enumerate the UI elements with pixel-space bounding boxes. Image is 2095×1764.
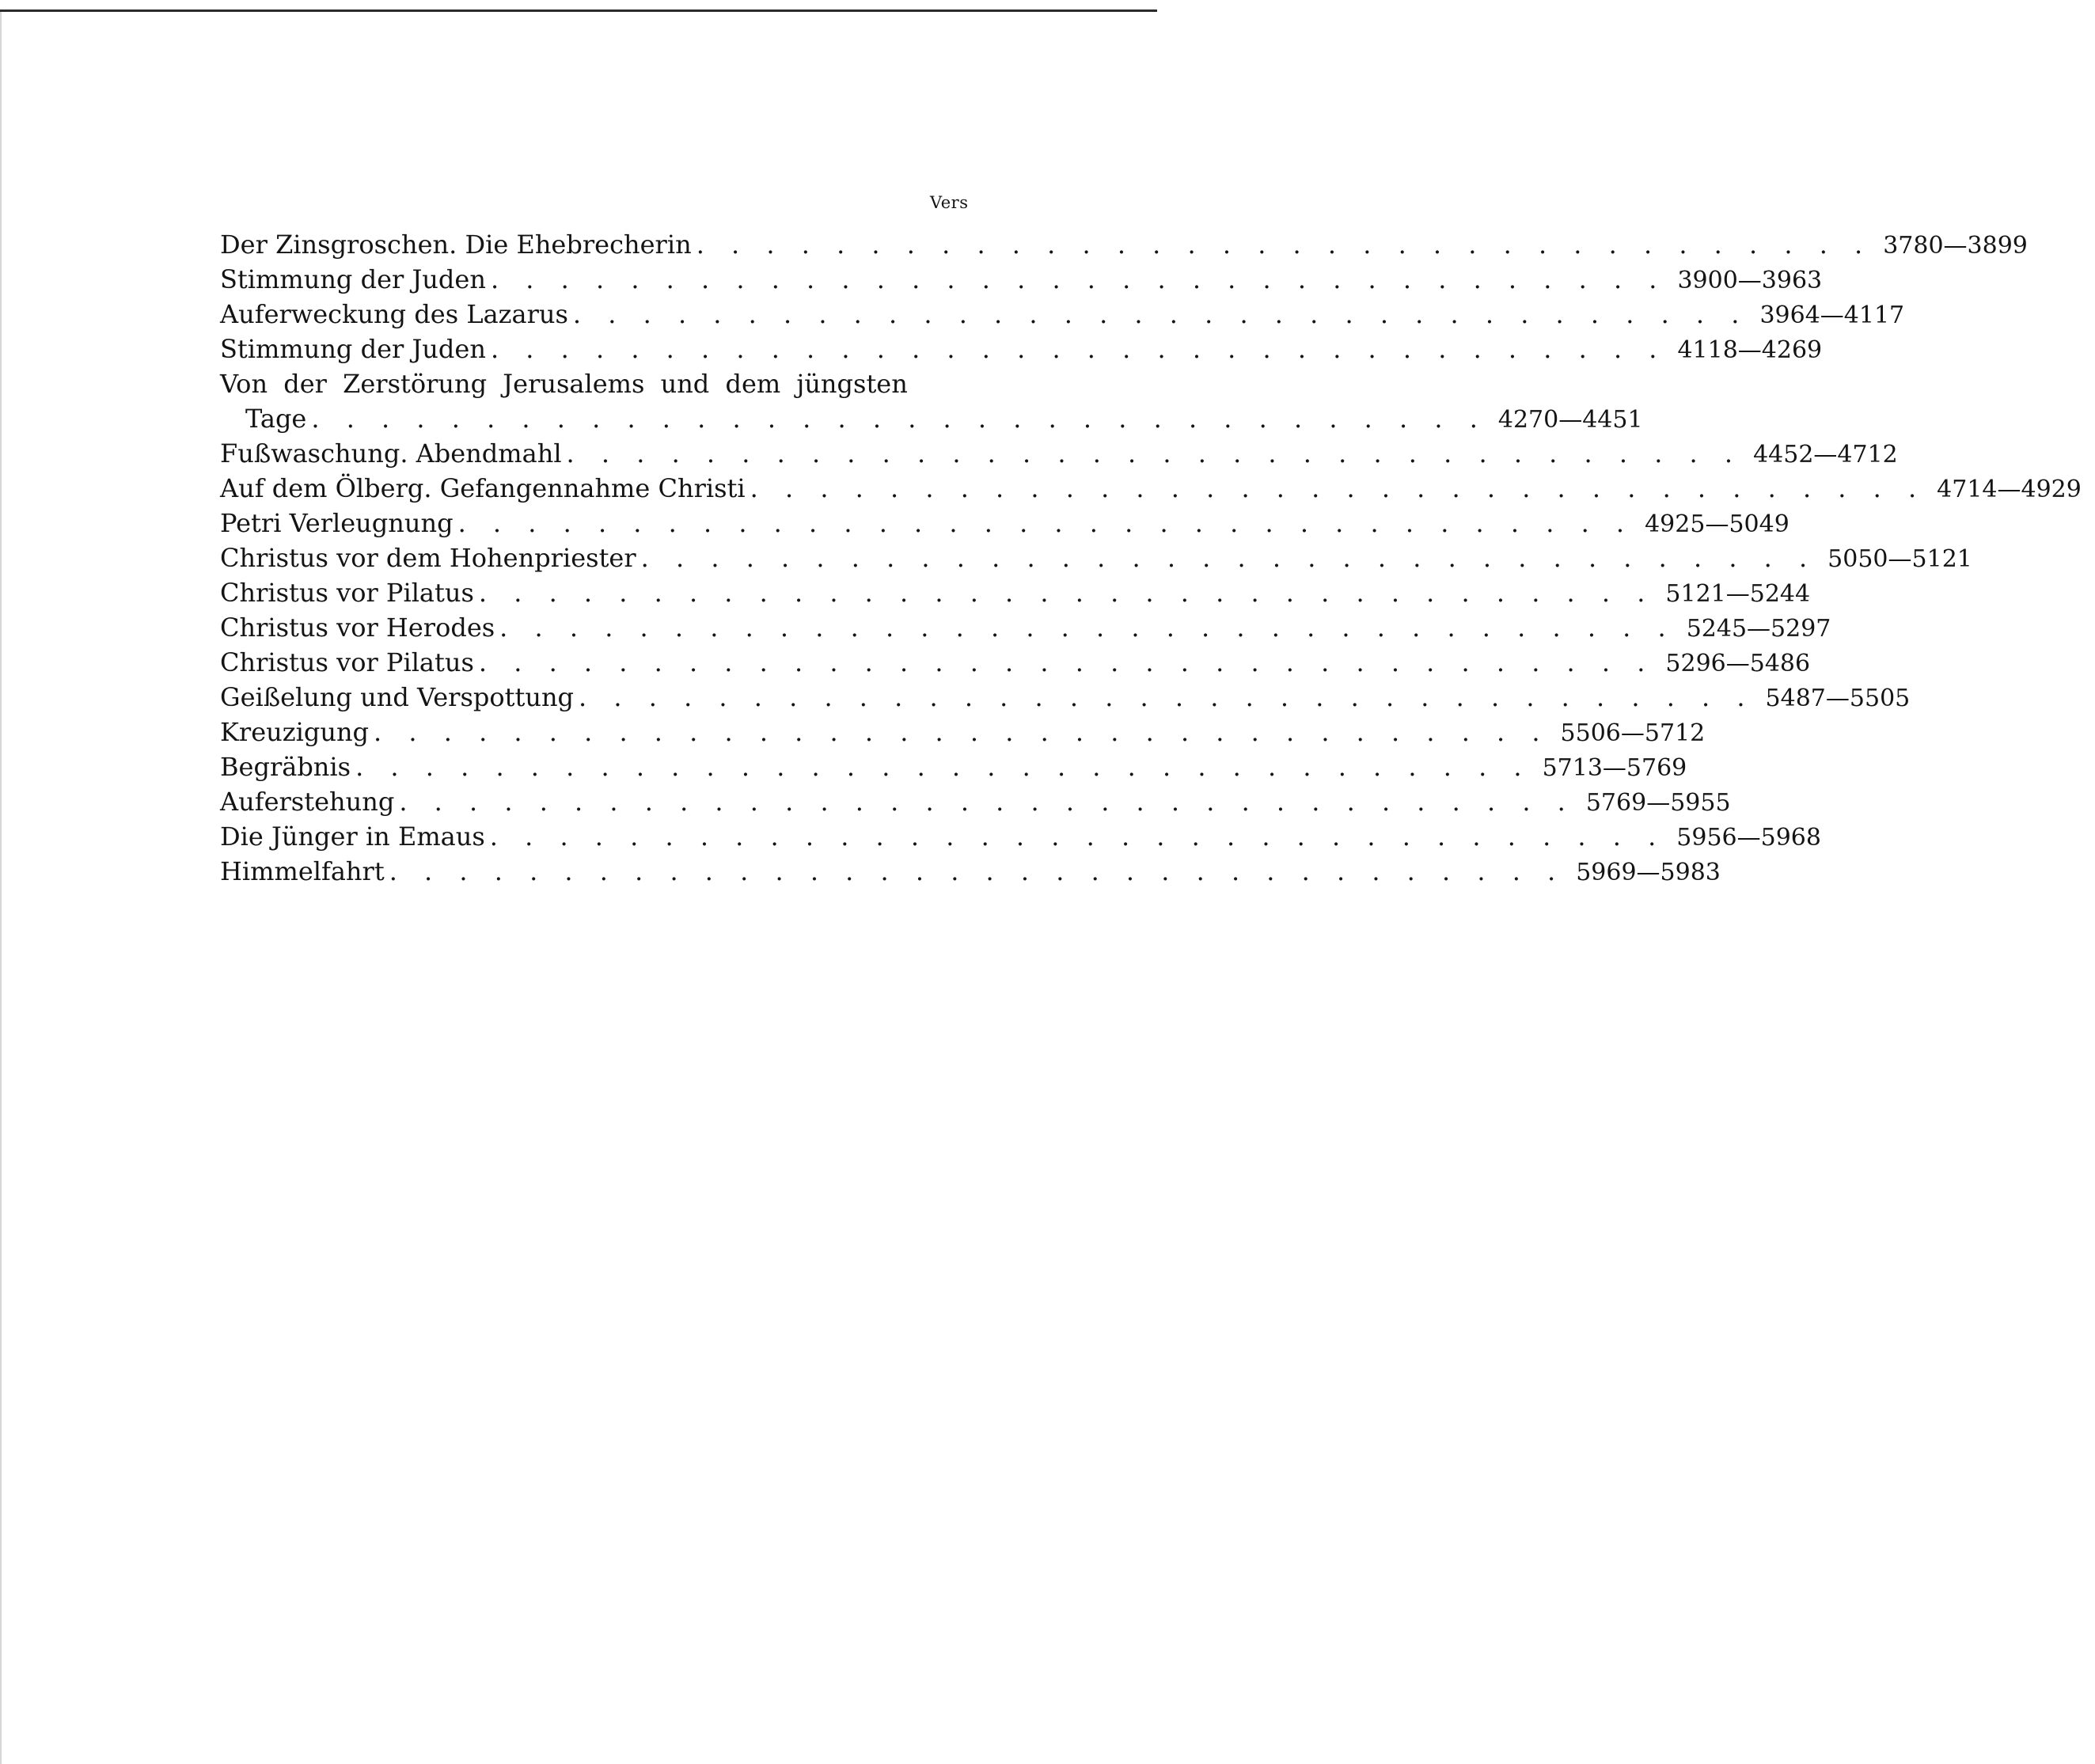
toc-entry xyxy=(220,506,1789,541)
toc-entry-title: Stimmung der Juden xyxy=(220,334,486,364)
toc-entry xyxy=(220,227,2028,262)
toc-entry xyxy=(220,541,1972,575)
toc-entry-title: Begräbnis xyxy=(220,752,351,782)
toc-entry-verse-range: 5506—5712 xyxy=(1560,719,1706,747)
dot-leader: . . . . . . . . . . . . . . . . . . . . . . . . . . . . . . . . . . xyxy=(579,682,1755,712)
toc-entry-title: Fußwaschung. Abendmahl xyxy=(220,438,562,469)
toc-entry-title: Die Jünger in Emaus xyxy=(220,821,485,852)
dot-leader: . . . . . . . . . . . . . . . . . . . . . . . . . . . . . . . . . . xyxy=(311,404,1487,434)
dot-leader: . . . . . . . . . . . . . . . . . . . . . . . . . . . . . . . . . . xyxy=(399,787,1575,817)
toc-entry-verse-range: 5969—5983 xyxy=(1576,859,1721,886)
column-header-vers: Vers xyxy=(930,193,969,212)
toc-entry xyxy=(220,784,1731,819)
toc-entry-verse-range: 5487—5505 xyxy=(1765,685,1911,712)
toc-entry xyxy=(220,471,2082,506)
toc-entry xyxy=(220,680,1911,715)
toc-entry xyxy=(220,819,1821,854)
dot-leader: . . . . . . . . . . . . . . . . . . . . . . . . . . . . . . . . . . xyxy=(572,299,1749,329)
dot-leader: . . . . . . . . . . . . . . . . . . . . . . . . . . . . . . . . . . xyxy=(374,717,1550,747)
dot-leader: . . . . . . . . . . . . . . . . . . . . . . . . . . . . . . . . . . xyxy=(478,647,1655,677)
toc-entry-verse-range: 4714—4929 xyxy=(1937,476,2082,503)
toc-entry-title: Auferstehung xyxy=(220,787,395,817)
toc-entry-title: Christus vor Herodes xyxy=(220,613,495,643)
toc-entry-title: Stimmung der Juden xyxy=(220,264,486,294)
toc-entry-title: Auf dem Ölberg. Gefangennahme Christi xyxy=(220,473,746,503)
toc-entry xyxy=(220,610,1831,645)
toc-entry-verse-range: 3780—3899 xyxy=(1883,232,2028,260)
toc-entry-title: Auferweckung des Lazarus xyxy=(220,299,568,329)
dot-leader: . . . . . . . . . . . . . . . . . . . . . . . . . . . . . . . . . . xyxy=(489,821,1666,852)
dot-leader: . . . . . . . . . . . . . . . . . . . . . . . . . . . . . . . . . . xyxy=(490,334,1667,364)
toc-entry xyxy=(220,297,1905,332)
toc-entry-title: Geißelung und Verspottung xyxy=(220,682,575,712)
dot-leader: . . . . . . . . . . . . . . . . . . . . . . . . . . . . . . . . . . xyxy=(490,264,1667,294)
toc-entry-verse-range: 3900—3963 xyxy=(1677,267,1823,294)
toc-entry xyxy=(220,575,1811,610)
toc-entry-title: Christus vor Pilatus xyxy=(220,647,474,677)
dot-leader: . . . . . . . . . . . . . . . . . . . . . . . . . . . . . . . . . . xyxy=(696,230,1873,260)
toc-entry-verse-range: 5050—5121 xyxy=(1827,545,1972,573)
toc-entry-verse-range: 4118—4269 xyxy=(1677,336,1823,364)
table-of-contents xyxy=(220,227,2082,889)
dot-leader: . . . . . . . . . . . . . . . . . . . . . . . . . . . . . . . . . . xyxy=(389,856,1566,886)
toc-entry-verse-range: 5956—5968 xyxy=(1676,824,1821,852)
top-border-rule xyxy=(0,9,1157,12)
page-left-edge xyxy=(0,12,2,1764)
toc-entry xyxy=(220,854,1721,889)
dot-leader: . . . . . . . . . . . . . . . . . . . . . . . . . . . . . . . . . . xyxy=(750,473,1926,503)
toc-entry-verse-range: 4452—4712 xyxy=(1753,441,1898,469)
toc-entry-title-continuation: Tage xyxy=(245,404,307,434)
toc-entry-verse-range: 3964—4117 xyxy=(1759,302,1905,329)
toc-entry-title: Der Zinsgroschen. Die Ehebrecherin xyxy=(220,230,692,260)
toc-entry-title: Von der Zerstörung Jerusalems und dem jüngsten xyxy=(220,369,908,399)
dot-leader: . . . . . . . . . . . . . . . . . . . . . . . . . . . . . . . . . . xyxy=(566,438,1743,469)
toc-entry xyxy=(220,645,1811,680)
toc-entry-wrapped-line xyxy=(220,366,1027,401)
toc-entry xyxy=(220,715,1706,749)
toc-entry-verse-range: 4270—4451 xyxy=(1497,406,1643,434)
toc-entry-title: Christus vor dem Hohenpriester xyxy=(220,543,636,573)
toc-entry-title: Himmelfahrt xyxy=(220,856,385,886)
toc-entry xyxy=(220,332,1823,366)
toc-entry-verse-range: 5713—5769 xyxy=(1542,754,1687,782)
toc-entry-verse-range: 5296—5486 xyxy=(1665,650,1811,677)
dot-leader: . . . . . . . . . . . . . . . . . . . . . . . . . . . . . . . . . . xyxy=(499,613,1676,643)
toc-entry-verse-range: 5769—5955 xyxy=(1585,789,1731,817)
dot-leader: . . . . . . . . . . . . . . . . . . . . . . . . . . . . . . . . . . xyxy=(355,752,1531,782)
toc-entry-verse-range: 4925—5049 xyxy=(1645,510,1789,538)
toc-entry xyxy=(220,749,1687,784)
toc-entry-title: Kreuzigung xyxy=(220,717,370,747)
toc-entry-verse-range: 5121—5244 xyxy=(1665,580,1811,608)
toc-entry-title: Christus vor Pilatus xyxy=(220,578,474,608)
dot-leader: . . . . . . . . . . . . . . . . . . . . . . . . . . . . . . . . . . xyxy=(640,543,1817,573)
toc-entry xyxy=(220,436,1898,471)
toc-entry-continuation xyxy=(220,401,1643,436)
toc-entry-title: Petri Verleugnung xyxy=(220,508,454,538)
toc-entry xyxy=(220,262,1823,297)
dot-leader: . . . . . . . . . . . . . . . . . . . . . . . . . . . . . . . . . . xyxy=(457,508,1634,538)
dot-leader: . . . . . . . . . . . . . . . . . . . . . . . . . . . . . . . . . . xyxy=(478,578,1655,608)
toc-entry-verse-range: 5245—5297 xyxy=(1686,615,1831,643)
